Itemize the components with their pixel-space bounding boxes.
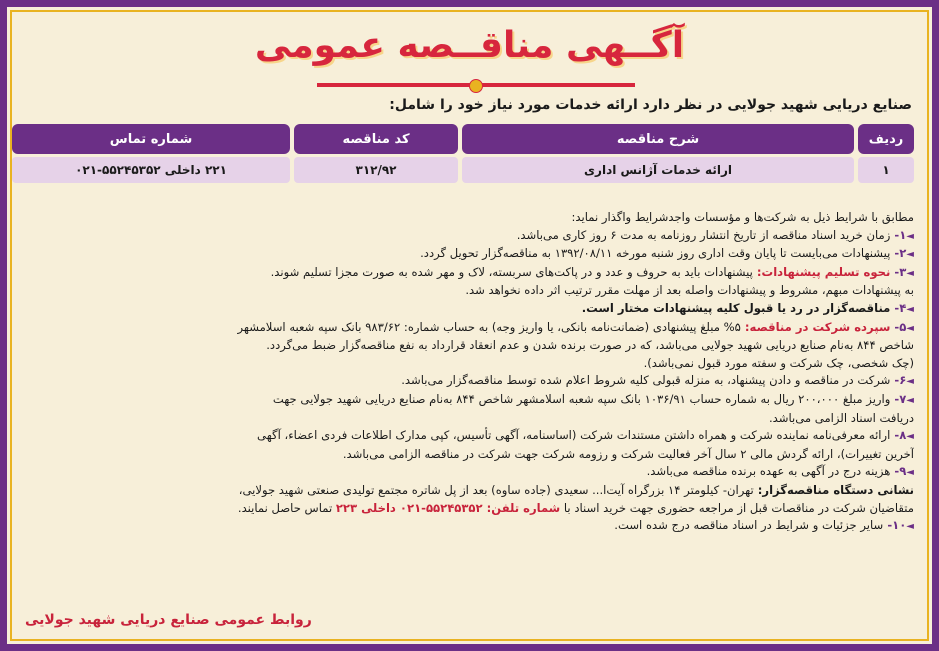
condition-intro [8, 209, 914, 227]
header-row: ردیف [858, 124, 914, 154]
condition-5-text-cont2: (چک شخصی، چک شرکت و سفته مورد قبول نمی‌باشد). [643, 355, 914, 370]
condition-5-cont [8, 337, 914, 355]
condition-8 [8, 427, 914, 446]
address-heading: نشانی دستگاه مناقصه‌گزار: [753, 482, 914, 497]
bullet-icon: ◄ [906, 394, 914, 406]
condition-7 [8, 391, 914, 410]
notice-title: آگــهی مناقــصه عمومی [254, 25, 685, 66]
public-relations-signature: روابط عمومی صنایع دریایی شهید جولایی [25, 612, 312, 628]
bullet-icon: ◄ [906, 230, 914, 242]
condition-intro-text: مطابق با شرایط ذیل به شرکت‌ها و مؤسسات واجدشرایط واگذار نماید: [571, 210, 914, 224]
condition-10-number: ۱۰- [883, 518, 907, 533]
cell-desc: ارائه خدمات آژانس اداری [462, 157, 854, 183]
title-dot [469, 79, 483, 93]
condition-5-text: ۵% مبلغ پیشنهادی (ضمانت‌نامه بانکی، یا واریز وجه) به حساب شماره: ۹۸۳/۶۲ بانک سپه شعبه اسلامشهر [237, 319, 741, 334]
bullet-icon: ◄ [906, 249, 914, 261]
condition-8-text: ارائه معرفی‌نامه نماینده شرکت و همراه داشتن مستندات شرکت (اساسنامه، آگهی تأسیس، کپی مدارک اطلاعات فردی اعضاء، آگهی [257, 428, 891, 443]
contact-text-c: تماس حاصل نمایند. [237, 500, 336, 515]
condition-1-number: ۱- [890, 227, 907, 242]
condition-9-text: هزینه درج در آگهی به عهده برنده مناقصه می‌باشد. [646, 464, 891, 479]
header-phone: شماره تماس [12, 124, 290, 154]
notice-content [17, 17, 922, 634]
condition-5-cont2 [8, 355, 914, 373]
condition-9 [8, 463, 914, 482]
condition-2-text: پیشنهادات می‌بایست تا پایان وقت اداری روز شنبه مورخه ۱۳۹۲/۰۸/۱۱ به مناقصه‌گزار تحویل گردد. [420, 246, 891, 261]
condition-3-text: پیشنهادات باید به حروف و عدد و در پاکت‌های سربسته، لاک و مهر شده به صورت مجزا تسلیم شوند. [270, 264, 753, 279]
condition-3-text-cont: به پیشنهادات مبهم، مشروط و پیشنهادات واصله بعد از مهلت مقرر ترتیب اثر داده نخواهد شد. [465, 283, 914, 298]
title-wrap [17, 25, 922, 66]
condition-9-number: ۹- [890, 464, 907, 479]
condition-4-number: ۴- [890, 300, 907, 315]
intro-text: صنایع دریایی شهید جولایی در نظر دارد ارائه خدمات مورد نیاز خود را شامل: [389, 97, 912, 113]
contact-line [8, 500, 914, 518]
tender-table [12, 124, 914, 183]
condition-4-text: مناقصه‌گزار در رد یا قبول کلیه پیشنهادات مختار است. [581, 300, 891, 315]
condition-5-heading: سپرده شرکت در مناقصه: [740, 319, 891, 334]
condition-10-text: سایر جزئیات و شرایط در اسناد مناقصه درج شده است. [614, 518, 884, 533]
bullet-icon: ◄ [906, 521, 914, 533]
condition-3-cont [8, 282, 914, 300]
bullet-icon: ◄ [906, 431, 914, 443]
table-header [12, 124, 914, 154]
condition-5-number: ۵- [890, 319, 907, 334]
contact-phone: شماره تلفن: ۵۵۲۴۵۳۵۲-۰۲۱ داخلی ۲۲۳ [335, 500, 561, 515]
header-code: کد مناقصه [294, 124, 458, 154]
address-line [8, 482, 914, 500]
condition-8-text-cont: آخرین تغییرات)، ارائه گردش مالی ۲ سال آخر فعالیت شرکت و رزومه شرکت جهت شرکت در مناقصه الزامی می‌باشد. [342, 446, 914, 461]
condition-3-heading: نحوه تسلیم پیشنهادات: [752, 264, 891, 279]
bullet-icon: ◄ [906, 322, 914, 334]
cell-phone: ۲۲۱ داخلی ۵۵۲۴۵۳۵۲-۰۲۱ [12, 157, 290, 183]
cell-row: ۱ [858, 157, 914, 183]
contact-text-a: متقاضیان شرکت در مناقصات قبل از مراجعه حضوری جهت خرید اسناد با [560, 500, 914, 515]
bullet-icon: ◄ [906, 376, 914, 388]
conditions-body [8, 209, 914, 536]
condition-4 [8, 300, 914, 319]
condition-6-text: شرکت در مناقصه و دادن پیشنهاد، به منزله قبولی کلیه شروط اعلام شده توسط مناقصه‌گزار می‌باشد. [401, 373, 891, 388]
bullet-icon: ◄ [906, 267, 914, 279]
header-desc: شرح مناقصه [462, 124, 854, 154]
condition-6 [8, 372, 914, 391]
condition-5 [8, 319, 914, 338]
bullet-icon: ◄ [906, 303, 914, 315]
condition-8-number: ۸- [890, 428, 907, 443]
condition-7-text: واریز مبلغ ۲۰۰،۰۰۰ ریال به شماره حساب ۱۰۳۶/۹۱ بانک سپه شعبه اسلامشهر شاخص ۸۴۴ به‌نام صنایع دریایی شهید جولایی جهت [272, 391, 891, 406]
condition-2-number: ۲- [890, 246, 907, 261]
condition-5-text-cont: شاخص ۸۴۴ به‌نام صنایع دریایی شهید جولایی می‌باشد، که در صورت برنده شدن و عدم انعقاد قرارداد به نفع مناقصه‌گزار ضبط می‌گردد. [266, 338, 914, 353]
condition-7-number: ۷- [890, 391, 907, 406]
condition-6-number: ۶- [890, 373, 907, 388]
cell-code: ۳۱۲/۹۲ [294, 157, 458, 183]
condition-2 [8, 245, 914, 264]
condition-7-cont [8, 410, 914, 428]
condition-1 [8, 227, 914, 246]
condition-3-number: ۳- [890, 264, 907, 279]
condition-1-text: زمان خرید اسناد مناقصه از تاریخ انتشار روزنامه به مدت ۶ روز کاری می‌باشد. [516, 227, 891, 242]
bullet-icon: ◄ [906, 467, 914, 479]
condition-7-text-cont: دریافت اسناد الزامی می‌باشد. [769, 410, 914, 425]
address-text: تهران- کیلومتر ۱۴ بزرگراه آیت‌ا... سعیدی (جاده ساوه) بعد از پل شاتره مجتمع تولیدی صنعتی شهید جولایی، [238, 482, 754, 497]
condition-8-cont [8, 446, 914, 464]
condition-3 [8, 264, 914, 283]
condition-10 [8, 517, 914, 536]
table-row [12, 157, 914, 183]
